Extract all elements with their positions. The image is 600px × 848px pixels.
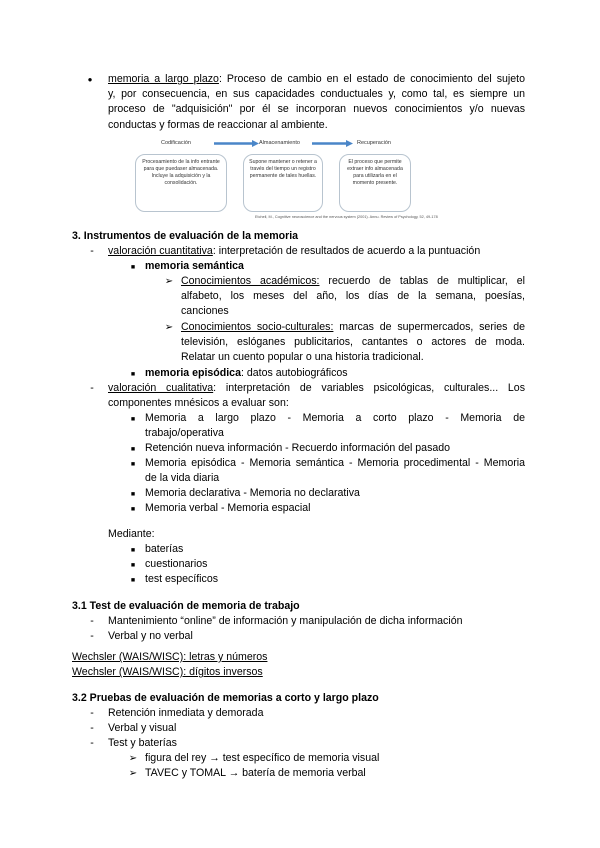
dash-bullet — [86, 381, 98, 396]
component-item: Memoria declarativa - Memoria no declarativa — [145, 487, 360, 499]
component-line: Memoria a largo plazo - Memoria a corto plazo - Memoria de — [145, 412, 525, 424]
component-item — [145, 456, 525, 486]
diagram-label-codificacion: Codificación — [161, 140, 191, 146]
qual-term: valoración cualitativa — [108, 382, 214, 394]
diagram-source: Etchell, M., Cognitive neuroscience and the nervous system (2001). Annu. Review of Psychology, 52, 49-178 — [255, 215, 438, 219]
diagram-label-recuperacion: Recuperación — [357, 140, 391, 146]
arrow-bullet-icon — [127, 766, 139, 781]
academic-rest3: canciones — [181, 305, 229, 318]
square-bullet-icon — [127, 441, 139, 457]
component-line: de la vida diaria — [145, 472, 220, 485]
socio-rest2: televisión, eslóganes publicitarios, cantantes o actores de moda. — [181, 336, 525, 349]
qual-item — [108, 381, 525, 411]
intro-line4: conductas y formas de reaccionar al ambiente. — [108, 118, 328, 131]
arrow-bullet-icon — [127, 751, 139, 766]
quant-rest: : interpretación de resultados de acuerdo a la puntuación — [212, 245, 481, 257]
sec32-subitem: figura del rey → test específico de memoria visual — [145, 752, 380, 764]
component-item: Retención nueva información - Recuerdo información del pasado — [145, 442, 451, 454]
qual-rest1: : interpretación de variables psicológicas, culturales... Los — [213, 382, 525, 394]
sec32-item: Verbal y visual — [108, 722, 177, 734]
diagram-box-recuperacion: El proceso que permite extraer info almacenada para utilizarla en el momento presente. — [339, 154, 411, 212]
diagram-box-almacenamiento: Supone mantener o retener a través del tiempo un registro permanente de tales huellas. — [243, 154, 323, 212]
episodica-label: memoria episódica — [145, 367, 241, 379]
academic-term: Conocimientos académicos: — [181, 275, 320, 287]
socio-item — [181, 320, 525, 366]
academic-item — [181, 274, 525, 320]
intro-line2: y, por consecuencia, en sus capacidades conductuales y, como tal, es siempre un — [108, 88, 525, 101]
sec31-item: Mantenimiento “online” de información y manipulación de dicha información — [108, 615, 463, 627]
square-bullet-icon — [127, 501, 139, 517]
quant-term: valoración cuantitativa — [108, 245, 213, 257]
bullet-dot-icon — [84, 72, 96, 87]
episodica-rest: : datos autobiográficos — [240, 367, 348, 379]
episodica-item — [145, 366, 348, 381]
tool-item: baterías — [145, 543, 184, 555]
memory-process-diagram — [135, 136, 465, 222]
qual-rest2: componentes mnésicos a evaluar son: — [108, 397, 289, 410]
socio-rest1: marcas de supermercados, series de — [333, 321, 525, 333]
intro-paragraph — [108, 72, 525, 133]
mediante-label: Mediante: — [108, 528, 155, 540]
square-bullet-icon — [127, 542, 139, 558]
diagram-label-almacenamiento: Almacenamiento — [259, 140, 300, 146]
dash-bullet — [86, 721, 98, 736]
intro-line3: proceso de "adquisición" por él se incorporan nuevos conocimientos y/o nuevas — [108, 103, 525, 116]
component-item — [145, 411, 525, 441]
square-bullet-icon — [127, 259, 139, 275]
intro-line1: : Proceso de cambio en el estado de conocimiento del sujeto — [218, 73, 526, 85]
sec31-item: Verbal y no verbal — [108, 630, 193, 642]
section-3-title: 3. Instrumentos de evaluación de la memoria — [72, 230, 299, 242]
diagram-box-codificacion: Procesamiento de la info entrante para que puedaser almacenada. Incluye la adquisición y la consolidación. — [135, 154, 227, 212]
wechsler-link-digitos[interactable]: Wechsler (WAIS/WISC): dígitos inversos — [72, 666, 263, 678]
arrow-bullet-icon — [163, 274, 175, 289]
square-bullet-icon — [127, 366, 139, 382]
component-line: trabajo/operativa — [145, 427, 224, 440]
intro-term: memoria a largo plazo — [108, 73, 219, 85]
dash-bullet — [86, 614, 98, 629]
dash-bullet — [86, 629, 98, 644]
quant-item — [108, 244, 480, 259]
section-3-2-title: 3.2 Pruebas de evaluación de memorias a corto y largo plazo — [72, 692, 379, 704]
square-bullet-icon — [127, 572, 139, 588]
academic-rest2: alfabeto, los meses del año, los días de la semana, poesías, — [181, 290, 525, 303]
dash-bullet — [86, 736, 98, 751]
diagram-arrows — [135, 136, 465, 156]
component-item: Memoria verbal - Memoria espacial — [145, 502, 311, 514]
sec32-subitem: TAVEC y TOMAL → batería de memoria verbal — [145, 767, 366, 779]
tool-item: test específicos — [145, 573, 219, 585]
sec32-item: Retención inmediata y demorada — [108, 707, 264, 719]
academic-rest1: recuerdo de tablas de multiplicar, el — [319, 275, 526, 287]
semantica-label: memoria semántica — [145, 260, 244, 272]
square-bullet-icon — [127, 557, 139, 573]
tool-item: cuestionarios — [145, 558, 208, 570]
dash-bullet — [86, 706, 98, 721]
section-3-1-title: 3.1 Test de evaluación de memoria de trabajo — [72, 600, 300, 612]
square-bullet-icon — [127, 411, 139, 427]
component-line: Memoria episódica - Memoria semántica - Memoria procedimental - Memoria — [145, 457, 525, 469]
socio-rest3: Relatar un cuento popular o una historia tradicional. — [181, 351, 424, 364]
square-bullet-icon — [127, 486, 139, 502]
wechsler-link-letras[interactable]: Wechsler (WAIS/WISC): letras y números — [72, 651, 268, 663]
square-bullet-icon — [127, 456, 139, 472]
socio-term: Conocimientos socio-culturales: — [181, 321, 334, 333]
sec32-item: Test y baterías — [108, 737, 177, 749]
arrow-bullet-icon — [163, 320, 175, 335]
dash-bullet — [86, 244, 98, 259]
